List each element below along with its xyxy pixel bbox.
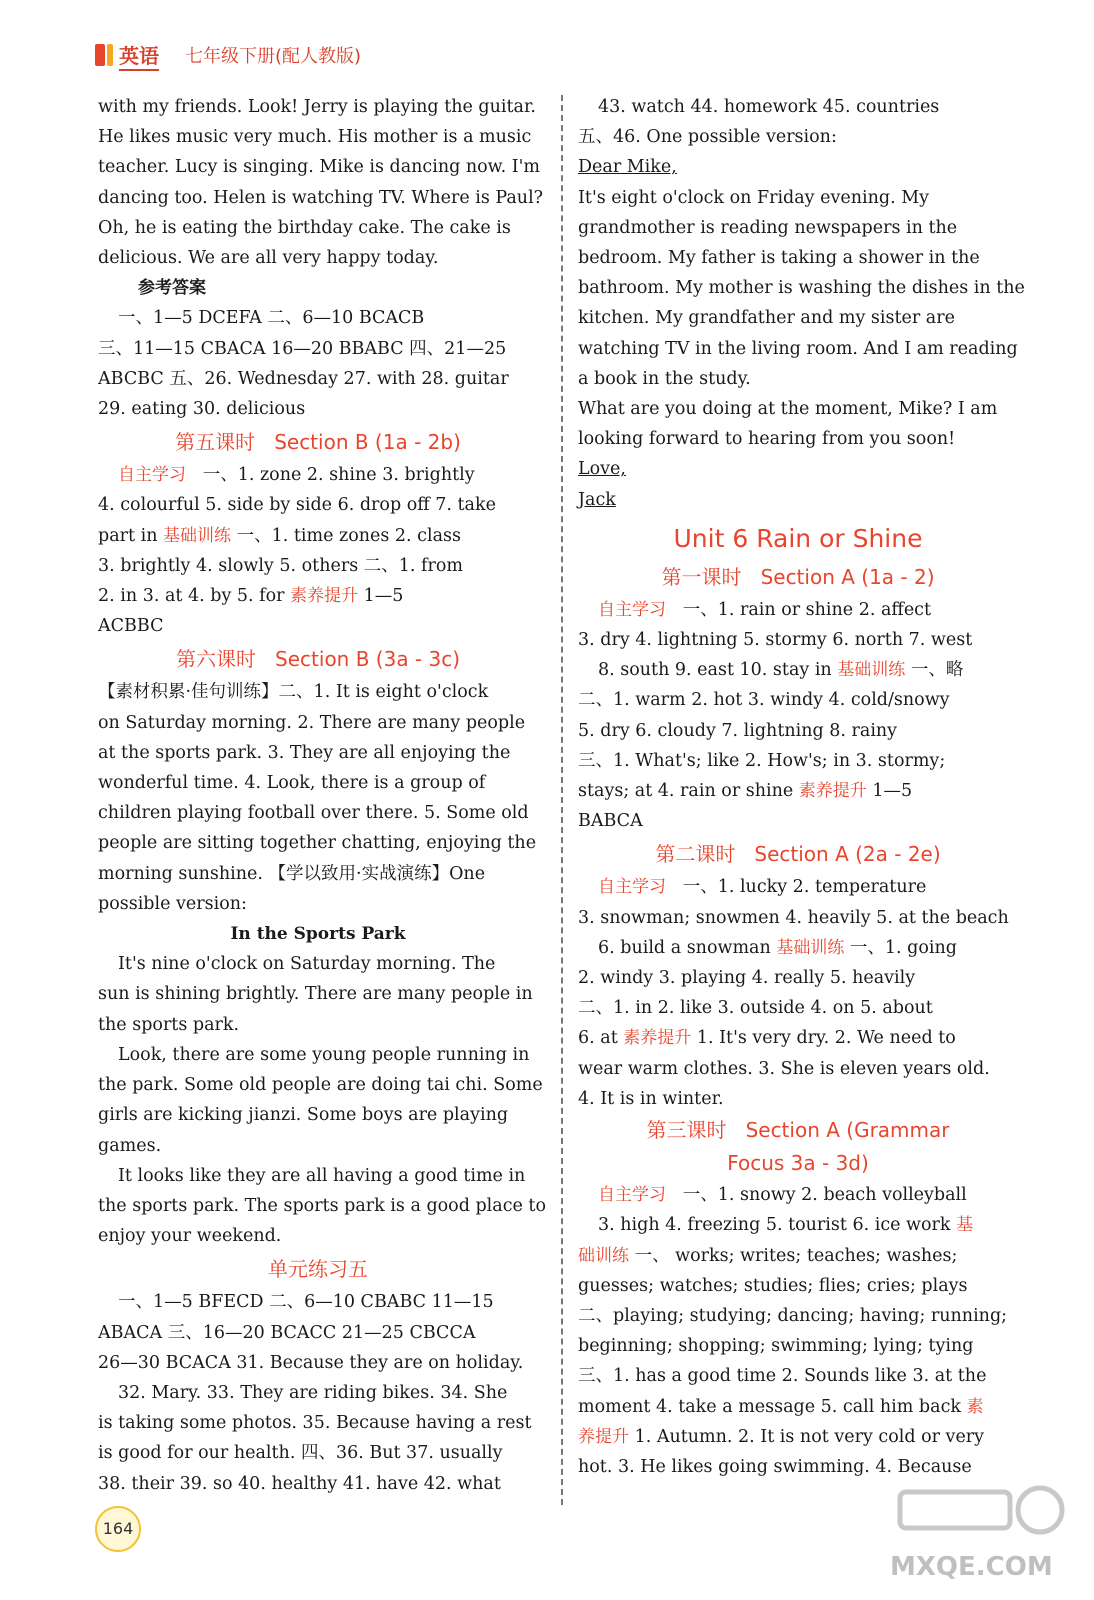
lesson1-heading — [578, 559, 1018, 595]
lesson-section: Section B (3a - 3c) — [275, 647, 461, 672]
answer-text: 1—5 — [866, 781, 913, 802]
answer-line — [98, 521, 538, 551]
answer-line: people are sitting together chatting, enjoying the — [98, 833, 537, 854]
answer-line: 3. dry 4. lightning 5. stormy 6. north 7. west — [578, 630, 973, 651]
page-header — [95, 38, 995, 78]
answer-line: 4. It is in winter. — [578, 1088, 724, 1109]
answer-text: moment 4. take a message 5. call him back — [578, 1396, 967, 1417]
answer-line — [578, 655, 1018, 685]
unit6-title: Unit 6 Rain or Shine — [673, 523, 923, 553]
answer-line: beginning; shopping; swimming; lying; tying — [578, 1336, 974, 1357]
tag-self-study: 自主学习 — [598, 1185, 666, 1206]
lesson5-heading — [98, 424, 538, 460]
answer-text: 1. Autumn. 2. It is not very cold or very — [629, 1426, 985, 1447]
lesson-title: 第六课时 — [175, 647, 256, 672]
answer-text: 一、1. lucky 2. temperature — [682, 877, 927, 898]
tag-improvement: 素养提升 — [623, 1028, 692, 1049]
tag-self-study: 自主学习 — [118, 465, 186, 486]
lesson-section-cont: Focus 3a - 3d) — [727, 1151, 869, 1176]
text-line: delicious. We are all very happy today. — [98, 248, 439, 269]
lesson3-heading — [578, 1114, 1018, 1180]
watermark-box-icon — [900, 1492, 1010, 1528]
answer-text: 一、1. zone 2. shine 3. brightly — [202, 465, 475, 486]
letter-line: looking forward to hearing from you soon! — [578, 429, 956, 450]
answer-line: is good for our health. 四、36. But 37. usually — [98, 1443, 503, 1464]
answer-line: 【素材积累·佳句训练】二、1. It is eight o'clock — [98, 682, 489, 703]
lesson-section: Section A (1a - 2) — [760, 564, 935, 589]
answer-line: wear warm clothes. 3. She is eleven years old. — [578, 1058, 990, 1079]
letter-line: a book in the study. — [578, 368, 751, 389]
essay-line: sun is shining brightly. There are many people in — [98, 984, 533, 1005]
answer-line — [578, 1392, 1018, 1422]
lesson6-heading — [98, 641, 538, 677]
passage-continued — [98, 92, 544, 273]
answer-line: wonderful time. 4. Look, there is a group of — [98, 773, 486, 794]
lesson-section: Section A (Grammar — [745, 1118, 950, 1143]
watermark-logo — [880, 1480, 1080, 1590]
tag-basic-training-cont: 础训练 — [578, 1245, 629, 1266]
lesson-title: 第三课时 — [646, 1118, 727, 1143]
grade-label: 七年级下册(配人教版) — [185, 46, 362, 67]
answer-line — [578, 872, 1018, 902]
essay-line: games. — [98, 1135, 162, 1156]
lesson2-heading — [578, 836, 1018, 872]
answer-line: 二、1. in 2. like 3. outside 4. on 5. about — [578, 998, 933, 1019]
letter-line: It's eight o'clock on Friday evening. My — [578, 187, 929, 208]
tag-basic-training: 基 — [956, 1215, 974, 1236]
letter-greeting: Dear Mike, — [578, 157, 677, 178]
essay-line: the park. Some old people are doing tai chi. Some — [98, 1075, 543, 1096]
right-column — [578, 92, 1025, 1482]
text-line: dancing too. Helen is watching TV. Where is Paul? — [98, 187, 544, 208]
lesson-title: 第一课时 — [661, 564, 742, 589]
answer-text: 2. in 3. at 4. by 5. for — [98, 586, 291, 607]
letter-line: watching TV in the living room. And I am reading — [578, 338, 1018, 359]
tag-improvement: 素养提升 — [290, 586, 359, 607]
answer-line: ACBBC — [98, 616, 164, 637]
logo-accent-icon — [107, 44, 113, 66]
answer-text: 6. build a snowman — [598, 937, 777, 958]
answer-text: 8. south 9. east 10. stay in — [598, 660, 838, 681]
answer-line: 32. Mary. 33. They are riding bikes. 34. She — [118, 1382, 508, 1403]
answer-line — [98, 581, 538, 611]
tag-improvement-cont: 养提升 — [578, 1426, 629, 1447]
essay-title: In the Sports Park — [230, 924, 406, 945]
answer-text: 一、略 — [905, 660, 964, 681]
answer-line — [578, 1422, 1018, 1452]
answer-text: 3. high 4. freezing 5. tourist 6. ice work — [598, 1215, 957, 1236]
answer-line — [578, 1180, 1018, 1210]
answer-line: is taking some photos. 35. Because having a rest — [98, 1413, 532, 1434]
essay-line: the sports park. — [98, 1014, 240, 1035]
answer-line: 三、1. What's; like 2. How's; in 3. stormy; — [578, 750, 946, 771]
answer-line: 五、46. One possible version: — [578, 127, 837, 148]
essay-line: It's nine o'clock on Saturday morning. The — [118, 954, 496, 975]
answer-line — [578, 1241, 1018, 1271]
watermark-circle-icon — [1018, 1488, 1062, 1532]
answer-line: 26—30 BCACA 31. Because they are on holiday. — [98, 1352, 524, 1373]
text-line: teacher. Lucy is singing. Mike is dancing now. I'm — [98, 157, 541, 178]
lesson-title: 第二课时 — [655, 842, 736, 867]
answer-line: 3. brightly 4. slowly 5. others 二、1. from — [98, 555, 463, 576]
text-line: with my friends. Look! Jerry is playing the guitar. — [98, 97, 536, 117]
answer-line — [578, 1023, 1018, 1053]
essay-line: It looks like they are all having a good time in — [118, 1165, 526, 1186]
answer-line: morning sunshine. 【学以致用·实战演练】One — [98, 863, 486, 884]
letter-line: bedroom. My father is taking a shower in the — [578, 248, 980, 269]
answer-line: ABACA 三、16—20 BCACC 21—25 CBCCA — [98, 1322, 476, 1343]
answer-line — [578, 776, 1018, 806]
essay-line: enjoy your weekend. — [98, 1226, 282, 1247]
letter-line: grandmother is reading newspapers in the — [578, 217, 958, 238]
answer-line: BABCA — [578, 811, 643, 832]
tag-basic-training: 基础训练 — [776, 937, 845, 958]
tag-improvement: 素 — [966, 1396, 984, 1417]
answer-line: 一、1—5 BFECD 二、6—10 CBABC 11—15 — [118, 1292, 494, 1313]
tag-improvement: 素养提升 — [798, 781, 867, 802]
answer-line: possible version: — [98, 893, 247, 914]
letter-line: What are you doing at the moment, Mike? I am — [578, 399, 998, 420]
answer-text: 一、1. going — [844, 937, 957, 958]
subject-label: 英语 — [119, 40, 159, 71]
answer-text: 一、1. snowy 2. beach volleyball — [682, 1185, 967, 1206]
essay-line: the sports park. The sports park is a good place to — [98, 1195, 547, 1216]
watermark-text: MXQE.COM — [890, 1552, 1053, 1582]
letter-closing: Love, — [578, 459, 626, 480]
answer-line: 38. their 39. so 40. healthy 41. have 42. what — [98, 1473, 501, 1494]
tag-self-study: 自主学习 — [598, 877, 666, 898]
page-number: 164 — [95, 1506, 141, 1552]
essay-line: Look, there are some young people running in — [118, 1044, 530, 1065]
answer-line: hot. 3. He likes going swimming. 4. Because — [578, 1456, 972, 1477]
answer-text: stays; at 4. rain or shine — [578, 781, 799, 802]
tag-basic-training: 基础训练 — [837, 660, 906, 681]
answer-text: 一、1. rain or shine 2. affect — [682, 599, 932, 620]
lesson-section: Section B (1a - 2b) — [274, 430, 461, 455]
answer-line: 5. dry 6. cloudy 7. lightning 8. rainy — [578, 720, 898, 741]
answer-line: ABCBC 五、26. Wednesday 27. with 28. guitar — [98, 368, 509, 389]
column-divider — [561, 95, 563, 1505]
answer-line — [578, 1210, 1018, 1240]
tag-self-study: 自主学习 — [598, 599, 666, 620]
letter-signature: Jack — [578, 489, 616, 510]
text-line: Oh, he is eating the birthday cake. The cake is — [98, 217, 511, 238]
answer-line — [98, 460, 538, 490]
answer-line — [578, 595, 1018, 625]
answer-line: 3. snowman; snowmen 4. heavily 5. at the beach — [578, 907, 1009, 928]
answer-text: 一、1. time zones 2. class — [231, 525, 461, 546]
letter-line: bathroom. My mother is washing the dishes in the — [578, 278, 1025, 299]
answer-text: 一、 works; writes; teaches; washes; — [629, 1245, 958, 1266]
answer-text: 6. at — [578, 1028, 624, 1049]
left-column — [98, 92, 547, 1499]
lesson-section: Section A (2a - 2e) — [754, 842, 941, 867]
answer-line: 二、1. warm 2. hot 3. windy 4. cold/snowy — [578, 690, 950, 711]
answer-line: 4. colourful 5. side by side 6. drop off 7. take — [98, 495, 496, 516]
answer-line: 一、1—5 DCEFA 二、6—10 BCACB — [118, 308, 425, 329]
answer-line: 43. watch 44. homework 45. countries — [598, 97, 940, 117]
tag-basic-training: 基础训练 — [163, 525, 232, 546]
answer-line: 29. eating 30. delicious — [98, 399, 306, 420]
answer-line: guesses; watches; studies; flies; cries; plays — [578, 1275, 968, 1296]
answer-text: 1—5 — [358, 586, 404, 607]
answer-line: 三、1. has a good time 2. Sounds like 3. at the — [578, 1366, 987, 1387]
answer-line: 2. windy 3. playing 4. really 5. heavily — [578, 968, 916, 989]
answer-line: on Saturday morning. 2. There are many people — [98, 712, 526, 733]
answer-text: 1. It's very dry. 2. We need to — [691, 1028, 956, 1049]
answer-text: part in — [98, 525, 164, 546]
answer-line: at the sports park. 3. They are all enjoying the — [98, 742, 511, 763]
answer-line — [578, 933, 1018, 963]
answers-title: 参考答案 — [138, 278, 206, 299]
lesson-title: 第五课时 — [175, 430, 256, 455]
answer-line: children playing football over there. 5. Some old — [98, 803, 529, 824]
unit-exercise-heading: 单元练习五 — [268, 1257, 368, 1282]
logo-icon — [95, 44, 105, 66]
letter-line: kitchen. My grandfather and my sister are — [578, 308, 955, 329]
text-line: He likes music very much. His mother is a music — [98, 127, 532, 148]
answer-line: 三、11—15 CBACA 16—20 BBABC 四、21—25 — [98, 338, 507, 359]
answer-line: 二、playing; studying; dancing; having; running; — [578, 1305, 1008, 1326]
essay-line: girls are kicking jianzi. Some boys are playing — [98, 1105, 509, 1126]
